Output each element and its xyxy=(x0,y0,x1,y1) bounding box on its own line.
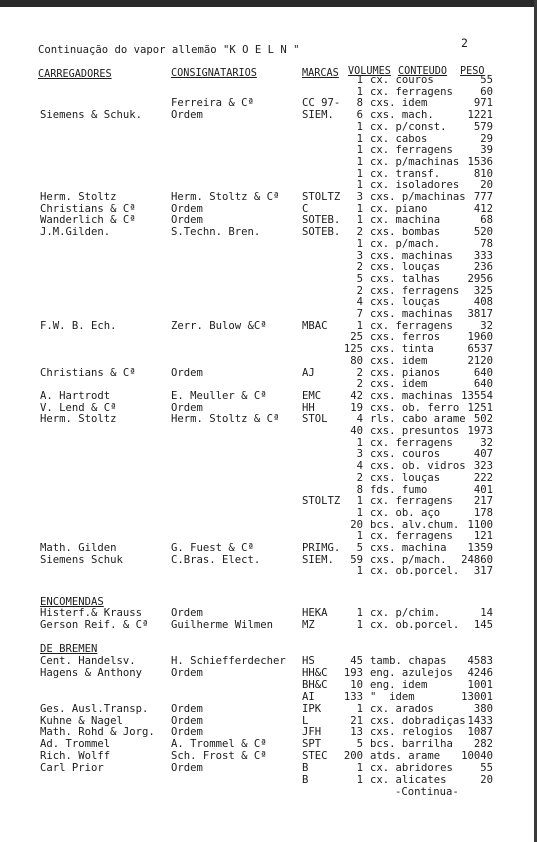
line-conteudo: cxs. louças xyxy=(370,471,441,484)
line-conteudo: cx. machina xyxy=(370,214,441,227)
line-conteudo: tamb. chapas xyxy=(370,655,447,667)
line-conteudo: cxs. machinas xyxy=(370,249,453,262)
section-heading-bremen: DE BREMEN xyxy=(40,643,98,655)
line-conteudo: cx. alicates xyxy=(370,774,447,786)
line-conteudo: fds. fumo xyxy=(370,483,428,496)
line-volume: 4 xyxy=(356,460,363,473)
line-consignatario: Ordem xyxy=(171,607,203,619)
line-consignatario: Zerr. Bulow &Cª xyxy=(171,319,267,332)
line-conteudo: cxs. tinta xyxy=(370,343,434,356)
line-marca: B xyxy=(302,774,309,786)
line-volume: 1 xyxy=(356,565,363,578)
line-volume: 1 xyxy=(356,530,363,543)
line-volume: 80 xyxy=(350,354,363,367)
line-volume: 1 xyxy=(356,319,363,332)
line-conteudo: cx. abridores xyxy=(370,762,453,775)
line-consignatario: S.Techn. Bren. xyxy=(171,226,261,239)
line-peso: 323 xyxy=(473,460,493,473)
line-volume: 40 xyxy=(350,425,363,437)
line-peso: 407 xyxy=(473,448,493,461)
line-conteudo: cx. transf. xyxy=(370,167,441,180)
line-peso: 10040 xyxy=(461,750,493,763)
line-peso: 1433 xyxy=(467,714,493,727)
line-volume: 1 xyxy=(356,762,363,775)
line-conteudo: cxs. pianos xyxy=(370,366,441,379)
line-volume: 20 xyxy=(350,518,363,531)
line-peso: 502 xyxy=(473,413,493,426)
line-volume: 2 xyxy=(356,378,363,391)
line-peso: 68 xyxy=(480,214,493,227)
line-consignatario: Sch. Frost & Cª xyxy=(171,750,267,763)
line-volume: 1 xyxy=(356,702,363,715)
line-peso: 1251 xyxy=(467,401,493,414)
line-marca: HH xyxy=(302,401,315,414)
line-peso: 3817 xyxy=(467,308,493,320)
line-peso: 1359 xyxy=(467,542,493,554)
line-volume: 1 xyxy=(356,214,363,227)
line-conteudo: cx. ferragens xyxy=(370,530,453,543)
line-conteudo: cx. ob. aço xyxy=(370,506,441,519)
line-peso: 579 xyxy=(473,120,493,133)
line-consignatario: Guilherme Wilmen xyxy=(171,619,274,631)
line-peso: 1100 xyxy=(467,518,493,531)
line-conteudo: cxs. presuntos xyxy=(370,425,460,437)
line-peso: 178 xyxy=(473,506,493,519)
line-carregador: Siemens & Schuk. xyxy=(40,109,143,122)
line-peso: 55 xyxy=(480,74,493,86)
section-heading-encomendas: ENCOMENDAS xyxy=(40,596,104,608)
line-consignatario: Ordem xyxy=(171,109,203,122)
line-conteudo: bcs. alv.chum. xyxy=(370,518,460,531)
line-volume: 25 xyxy=(350,331,363,344)
line-peso: 20 xyxy=(480,179,493,192)
line-peso: 412 xyxy=(473,202,493,215)
line-consignatario: Ordem xyxy=(171,714,203,727)
line-marca: MZ xyxy=(302,619,315,631)
line-marca: EMC xyxy=(302,389,322,402)
line-volume: 1 xyxy=(356,132,363,145)
line-marca: AJ xyxy=(302,366,315,379)
line-conteudo: cxs. machinas xyxy=(370,308,453,320)
line-carregador: J.M.Gilden. xyxy=(40,226,111,239)
line-volume: 1 xyxy=(356,74,363,86)
line-volume: 21 xyxy=(350,714,363,727)
line-conteudo: cx. p/machinas xyxy=(370,155,460,168)
line-conteudo: atds. arame xyxy=(370,750,441,763)
line-volume: 10 xyxy=(350,678,363,691)
line-conteudo: eng. azulejos xyxy=(370,666,453,679)
line-volume: 3 xyxy=(356,249,363,262)
line-carregador: Math. Gilden xyxy=(40,542,117,554)
line-peso: 236 xyxy=(473,261,493,274)
line-volume: 2 xyxy=(356,284,363,297)
line-peso: 1001 xyxy=(467,678,493,691)
line-conteudo: cxs. p/mach. xyxy=(370,553,447,566)
line-volume: 2 xyxy=(356,261,363,274)
line-carregador: Rich. Wolff xyxy=(40,750,111,763)
line-peso: 1087 xyxy=(467,726,493,739)
line-peso: 4583 xyxy=(467,655,493,667)
line-volume: 4 xyxy=(356,413,363,426)
line-marca: L xyxy=(302,714,309,727)
line-marca: JFH xyxy=(302,726,322,739)
line-conteudo: cxs. idem xyxy=(370,97,428,110)
line-carregador: Herm. Stoltz xyxy=(40,191,117,203)
line-conteudo: cx. ob.porcel. xyxy=(370,565,460,578)
line-volume: 42 xyxy=(350,389,363,402)
line-marca: PRIMG. xyxy=(302,542,341,554)
line-marca: SOTEB. xyxy=(302,214,341,227)
line-peso: 2120 xyxy=(467,354,493,367)
line-marca: SIEM. xyxy=(302,553,334,566)
line-consignatario: Ordem xyxy=(171,202,203,215)
line-conteudo: cxs. talhas xyxy=(370,272,441,285)
line-peso: 325 xyxy=(473,284,493,297)
line-volume: 4 xyxy=(356,296,363,309)
line-peso: 282 xyxy=(473,738,493,751)
line-conteudo: cxs. louças xyxy=(370,296,441,309)
line-consignatario: Ferreira & Cª xyxy=(171,97,254,110)
line-peso: 222 xyxy=(473,471,493,484)
line-volume: 1 xyxy=(356,506,363,519)
line-peso: 1536 xyxy=(467,155,493,168)
line-conteudo: cx. ferragens xyxy=(370,85,453,98)
col-volumes: VOLUMES xyxy=(348,66,391,77)
line-peso: 13001 xyxy=(461,690,493,703)
line-carregador: Christians & Cª xyxy=(40,202,136,215)
page-number: 2 xyxy=(461,36,468,50)
line-volume: 59 xyxy=(350,553,363,566)
line-peso: 121 xyxy=(473,530,493,543)
line-consignatario: Ordem xyxy=(171,666,203,679)
line-marca: HS xyxy=(302,655,315,667)
line-volume: 200 xyxy=(343,750,363,763)
line-conteudo: cx. p/chim. xyxy=(370,607,441,619)
line-peso: 401 xyxy=(473,483,493,496)
line-peso: 32 xyxy=(480,436,493,449)
line-consignatario: A. Trommel & Cª xyxy=(171,738,267,751)
line-carregador: Siemens Schuk xyxy=(40,553,123,566)
line-conteudo: cx. ferragens xyxy=(370,144,453,157)
line-peso: 39 xyxy=(480,144,493,157)
line-peso: 6537 xyxy=(467,343,493,356)
line-conteudo: bcs. barrilha xyxy=(370,738,453,751)
line-peso: 4246 xyxy=(467,666,493,679)
col-conteudo: CONTEUDO xyxy=(398,66,448,77)
line-marca: AI xyxy=(302,690,315,703)
line-conteudo: cx. couros xyxy=(370,74,434,86)
line-volume: 5 xyxy=(356,738,363,751)
line-consignatario: Ordem xyxy=(171,726,203,739)
line-consignatario: G. Fuest & Cª xyxy=(171,542,254,554)
line-peso: 20 xyxy=(480,774,493,786)
line-carregador: Wanderlich & Cª xyxy=(40,214,136,227)
line-volume: 3 xyxy=(356,448,363,461)
line-carregador: Carl Prior xyxy=(40,762,104,775)
line-marca: CC 97- xyxy=(302,97,341,110)
line-consignatario: E. Meuller & Cª xyxy=(171,389,267,402)
line-peso: 29 xyxy=(480,132,493,145)
line-consignatario: Ordem xyxy=(171,214,203,227)
line-conteudo: cxs. machina xyxy=(370,542,447,554)
line-consignatario: H. Schiefferdecher xyxy=(171,655,286,667)
line-conteudo: cx. ob.porcel. xyxy=(370,619,460,631)
line-conteudo: cxs. relogios xyxy=(370,726,453,739)
line-volume: 193 xyxy=(343,666,363,679)
line-marca: C xyxy=(302,202,309,215)
line-conteudo: cx. p/const. xyxy=(370,120,447,133)
line-marca: STOLTZ xyxy=(302,495,341,508)
line-marca: IPK xyxy=(302,702,322,715)
line-marca: SOTEB. xyxy=(302,226,341,239)
line-peso: 217 xyxy=(473,495,493,508)
line-peso: 317 xyxy=(473,565,493,578)
line-peso: 971 xyxy=(473,97,493,110)
line-carregador: Cent. Handelsv. xyxy=(40,655,136,667)
line-carregador: Ges. Ausl.Transp. xyxy=(40,702,149,715)
line-volume: 2 xyxy=(356,226,363,239)
line-peso: 32 xyxy=(480,319,493,332)
line-volume: 45 xyxy=(350,655,363,667)
line-volume: 8 xyxy=(356,483,363,496)
line-conteudo: cxs. ferros xyxy=(370,331,441,344)
line-carregador: Histerf.& Krauss xyxy=(40,607,143,619)
line-volume: 1 xyxy=(356,179,363,192)
line-volume: 1 xyxy=(356,155,363,168)
line-volume: 1 xyxy=(356,167,363,180)
line-consignatario: C.Bras. Elect. xyxy=(171,553,261,566)
line-conteudo: " idem xyxy=(370,690,415,703)
line-carregador: A. Hartrodt xyxy=(40,389,111,402)
line-peso: 55 xyxy=(480,762,493,775)
line-consignatario: Ordem xyxy=(171,762,203,775)
line-peso: 777 xyxy=(473,191,493,203)
line-carregador: Hagens & Anthony xyxy=(40,666,143,679)
line-volume: 1 xyxy=(356,85,363,98)
line-marca: HH&C xyxy=(302,666,328,679)
line-volume: 8 xyxy=(356,97,363,110)
line-peso: 145 xyxy=(473,619,493,631)
line-conteudo: cx. arados xyxy=(370,702,434,715)
line-peso: 380 xyxy=(473,702,493,715)
line-peso: 24860 xyxy=(461,553,493,566)
continua-note: -Continua- xyxy=(395,786,459,798)
line-conteudo: cx. cabos xyxy=(370,132,428,145)
line-conteudo: cx. ferragens xyxy=(370,495,453,508)
line-conteudo: cx. ferragens xyxy=(370,319,453,332)
line-conteudo: cxs. louças xyxy=(370,261,441,274)
line-consignatario: Ordem xyxy=(171,702,203,715)
line-peso: 78 xyxy=(480,237,493,250)
col-consignatarios: CONSIGNATARIOS xyxy=(171,68,257,79)
line-volume: 2 xyxy=(356,471,363,484)
page-top-edge xyxy=(0,0,537,7)
line-volume: 7 xyxy=(356,308,363,320)
line-marca: BH&C xyxy=(302,678,328,691)
line-peso: 640 xyxy=(473,378,493,391)
line-volume: 1 xyxy=(356,607,363,619)
line-conteudo: cxs. dobradiças xyxy=(370,714,466,727)
line-carregador: Ad. Trommel xyxy=(40,738,111,751)
line-volume: 125 xyxy=(343,343,363,356)
line-volume: 1 xyxy=(356,619,363,631)
line-consignatario: Ordem xyxy=(171,366,203,379)
line-conteudo: cxs. ferragens xyxy=(370,284,460,297)
line-conteudo: cxs. bombas xyxy=(370,226,441,239)
line-peso: 1960 xyxy=(467,331,493,344)
line-conteudo: cxs. machinas xyxy=(370,389,453,402)
line-peso: 810 xyxy=(473,167,493,180)
line-conteudo: cxs. p/machinas xyxy=(370,191,466,203)
line-volume: 2 xyxy=(356,366,363,379)
line-peso: 1973 xyxy=(467,425,493,437)
line-conteudo: cx. isoladores xyxy=(370,179,460,192)
line-conteudo: cx. piano xyxy=(370,202,428,215)
line-carregador: Herm. Stoltz xyxy=(40,413,117,426)
col-peso: PESO xyxy=(460,66,485,77)
line-conteudo: cx. p/mach. xyxy=(370,237,441,250)
line-marca: MBAC xyxy=(302,319,328,332)
document-title: Continuação do vapor allemão "K O E L N " xyxy=(38,44,300,56)
line-volume: 3 xyxy=(356,191,363,203)
line-volume: 1 xyxy=(356,120,363,133)
line-volume: 1 xyxy=(356,237,363,250)
line-volume: 1 xyxy=(356,774,363,786)
line-volume: 1 xyxy=(356,144,363,157)
line-marca: STOLTZ xyxy=(302,191,341,203)
line-volume: 5 xyxy=(356,542,363,554)
line-marca: HEKA xyxy=(302,607,328,619)
line-peso: 2956 xyxy=(467,272,493,285)
line-peso: 408 xyxy=(473,296,493,309)
line-volume: 6 xyxy=(356,109,363,122)
line-marca: SIEM. xyxy=(302,109,334,122)
line-peso: 520 xyxy=(473,226,493,239)
line-marca: B xyxy=(302,762,309,775)
line-carregador: Christians & Cª xyxy=(40,366,136,379)
line-carregador: V. Lend & Cª xyxy=(40,401,117,414)
line-peso: 13554 xyxy=(461,389,493,402)
line-consignatario: Ordem xyxy=(171,401,203,414)
line-conteudo: rls. cabo arame xyxy=(370,413,466,426)
line-conteudo: cx. ferragens xyxy=(370,436,453,449)
line-conteudo: cxs. couros xyxy=(370,448,441,461)
line-volume: 133 xyxy=(343,690,363,703)
line-carregador: Math. Rohd & Jorg. xyxy=(40,726,155,739)
line-volume: 5 xyxy=(356,272,363,285)
line-marca: SPT xyxy=(302,738,322,751)
line-volume: 19 xyxy=(350,401,363,414)
line-carregador: Kuhne & Nagel xyxy=(40,714,123,727)
line-volume: 1 xyxy=(356,495,363,508)
line-peso: 640 xyxy=(473,366,493,379)
line-volume: 1 xyxy=(356,202,363,215)
line-carregador: Gerson Reif. & Cª xyxy=(40,619,149,631)
line-peso: 14 xyxy=(480,607,493,619)
line-peso: 60 xyxy=(480,85,493,98)
line-conteudo: cxs. ob. ferro xyxy=(370,401,460,414)
line-conteudo: cxs. idem xyxy=(370,378,428,391)
line-peso: 1221 xyxy=(467,109,493,122)
line-marca: STOL xyxy=(302,413,328,426)
line-conteudo: eng. idem xyxy=(370,678,428,691)
line-volume: 1 xyxy=(356,436,363,449)
line-volume: 13 xyxy=(350,726,363,739)
line-peso: 333 xyxy=(473,249,493,262)
col-marcas: MARCAS xyxy=(302,68,339,79)
line-conteudo: cxs. ob. vidros xyxy=(370,460,466,473)
line-conteudo: cxs. idem xyxy=(370,354,428,367)
line-carregador: F.W. B. Ech. xyxy=(40,319,117,332)
line-consignatario: Herm. Stoltz & Cª xyxy=(171,191,280,203)
line-marca: STEC xyxy=(302,750,328,763)
line-conteudo: cxs. mach. xyxy=(370,109,434,122)
col-carregadores: CARREGADORES xyxy=(38,69,112,80)
line-consignatario: Herm. Stoltz & Cª xyxy=(171,413,280,426)
